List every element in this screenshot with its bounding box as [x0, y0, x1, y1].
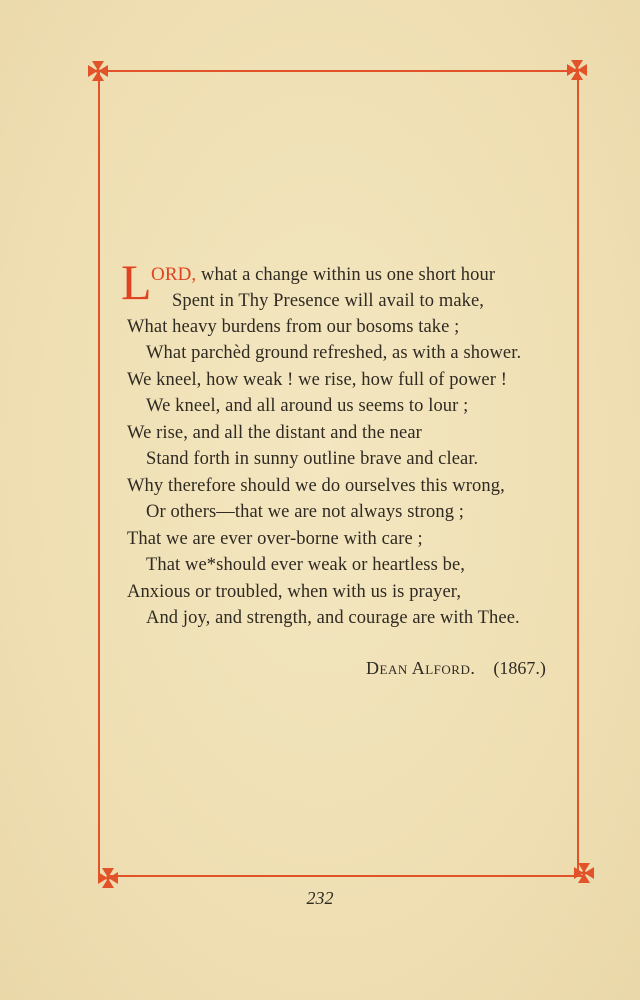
- poem-line: What heavy burdens from our bosoms take ;: [127, 317, 460, 337]
- attribution: [366, 658, 546, 679]
- border-left: [98, 71, 100, 876]
- poem-line: Anxious or troubled, when with us is prayer,: [127, 582, 462, 602]
- cross-pattee-icon: [86, 59, 110, 83]
- poem-line: We rise, and all the distant and the near: [127, 423, 422, 443]
- cross-pattee-icon: [572, 861, 596, 885]
- page-number: 232: [306, 888, 334, 908]
- poem-line: Stand forth in sunny outline brave and clear.: [146, 449, 479, 469]
- border-top: [98, 70, 577, 72]
- poem-line: That we are ever over-borne with care ;: [127, 529, 423, 549]
- poem-line: Spent in Thy Presence will avail to make,: [172, 291, 485, 311]
- poem-line: And joy, and strength, and courage are with Thee.: [146, 608, 520, 628]
- poem-line: Or others—that we are not always strong ;: [146, 502, 465, 522]
- border-right: [577, 70, 579, 873]
- cross-pattee-icon: [565, 58, 589, 82]
- first-word: ORD,: [151, 264, 197, 285]
- poem-line: We kneel, and all around us seems to lour ;: [146, 396, 469, 416]
- author-name: Dean Alford.: [366, 658, 476, 678]
- border-bottom: [108, 875, 584, 877]
- poem-line: What parchèd ground refreshed, as with a shower.: [146, 343, 522, 363]
- poem-line: [151, 264, 495, 286]
- cross-pattee-icon: [96, 866, 120, 890]
- author-year: (1867.): [493, 658, 546, 678]
- poem-line: We kneel, how weak ! we rise, how full of power !: [127, 370, 507, 390]
- poem-line: That we*should ever weak or heartless be,: [146, 555, 465, 575]
- line-text: what a change within us one short hour: [201, 265, 496, 285]
- drop-cap: L: [121, 254, 152, 310]
- poem-line: Why therefore should we do ourselves this wrong,: [127, 476, 505, 496]
